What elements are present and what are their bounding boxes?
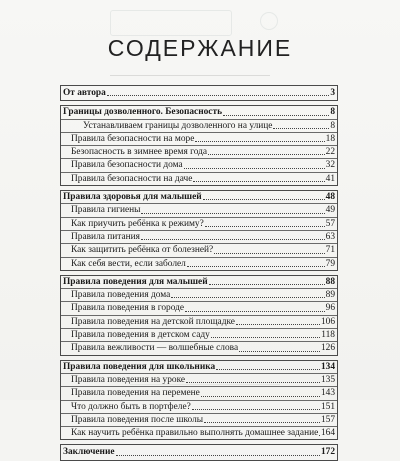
dot-leader <box>141 229 325 240</box>
dot-leader <box>116 445 320 456</box>
page-number: 8 <box>330 107 335 118</box>
page-number: 172 <box>320 447 335 458</box>
page-number: 135 <box>320 374 335 385</box>
toc-entry <box>61 119 337 132</box>
entry-title: Как защитить ребёнка от болезней? <box>71 245 214 256</box>
toc-entry <box>61 328 337 341</box>
section-title: Границы дозволенного. Безопасность <box>63 107 223 118</box>
page-number: 89 <box>325 290 335 301</box>
toc-entry <box>61 288 337 301</box>
section-title: Правила поведения для малышей <box>63 276 208 287</box>
dot-leader <box>273 118 329 129</box>
dot-leader <box>223 105 329 116</box>
entry-title: Правила поведения на перемене <box>71 388 200 399</box>
toc-entry <box>61 373 337 386</box>
dot-leader <box>236 314 320 325</box>
page-number: 96 <box>325 303 335 314</box>
toc-entry <box>61 315 337 328</box>
page-number: 8 <box>330 120 335 131</box>
page-number: 22 <box>325 147 335 158</box>
page-number: 63 <box>325 231 335 242</box>
toc-entry <box>61 145 337 158</box>
dot-leader <box>186 372 320 383</box>
entry-title: Правила поведения на детской площадке <box>71 316 235 327</box>
entry-title: Устанавливаем границы дозволенного на улице <box>83 120 273 131</box>
toc-section <box>60 360 338 441</box>
entry-title: Правила безопасности на море <box>71 133 195 144</box>
dot-leader <box>319 425 320 436</box>
toc-entry <box>61 413 337 426</box>
page-number: 88 <box>325 276 335 287</box>
toc-entry <box>61 230 337 243</box>
section-title: От автора <box>63 88 106 98</box>
dot-leader <box>141 203 324 214</box>
bleed-through-line <box>110 75 270 76</box>
dot-leader <box>187 256 325 267</box>
entry-title: Правила питания <box>71 231 140 242</box>
page-number: 164 <box>320 428 335 439</box>
dot-leader <box>204 412 320 423</box>
page-number: 57 <box>325 218 335 229</box>
dot-leader <box>195 131 324 142</box>
toc-entry <box>61 203 337 216</box>
toc-entry <box>61 341 337 354</box>
dot-leader <box>107 85 329 96</box>
page-number: 3 <box>330 88 335 98</box>
page-number: 71 <box>325 245 335 256</box>
entry-title: Правила вежливости — волшебные слова <box>71 343 239 354</box>
page-number: 18 <box>325 133 335 144</box>
entry-title: Безопасность в зимнее время года <box>71 147 208 158</box>
toc-entry <box>61 158 337 171</box>
section-title: Правила поведения для школьника <box>63 361 216 372</box>
section-title: Заключение <box>63 447 115 458</box>
dot-leader <box>184 158 325 169</box>
entry-title: Правила гигиены <box>71 205 141 216</box>
toc-entry <box>61 386 337 399</box>
dot-leader <box>201 386 320 397</box>
toc-section-heading <box>61 361 337 373</box>
dot-leader <box>193 171 324 182</box>
entry-title: Как приучить ребёнка к режиму? <box>71 218 204 229</box>
bleed-through-banner <box>110 10 232 36</box>
entry-title: Правила поведения дома <box>71 290 171 301</box>
dot-leader <box>209 274 325 285</box>
section-title: Правила здоровья для малышей <box>63 192 202 203</box>
toc-section <box>60 85 338 101</box>
page-number: 41 <box>325 173 335 184</box>
page-number: 48 <box>325 192 335 203</box>
entry-title: Что должно быть в портфеле? <box>71 401 191 412</box>
toc-entry <box>61 257 337 270</box>
dot-leader <box>216 359 320 370</box>
dot-leader <box>185 301 325 312</box>
page-number: 79 <box>325 258 335 269</box>
toc-section-heading <box>61 106 337 118</box>
table-of-contents <box>60 85 338 461</box>
toc-section-heading <box>61 87 337 99</box>
entry-title: Как научить ребёнка правильно выполнять домашнее задание <box>71 428 319 439</box>
page-number: 118 <box>321 330 335 341</box>
dot-leader <box>239 341 320 352</box>
page-number: 157 <box>320 414 335 425</box>
entry-title: Правила поведения в городе <box>71 303 185 314</box>
entry-title: Правила поведения на уроке <box>71 374 186 385</box>
toc-entry <box>61 301 337 314</box>
dot-leader <box>203 189 325 200</box>
page-number: 134 <box>320 361 335 372</box>
toc-section-heading <box>61 276 337 288</box>
page-number: 32 <box>325 160 335 171</box>
page-title: СОДЕРЖАНИЕ <box>107 35 293 61</box>
toc-section-heading <box>61 446 337 458</box>
toc-entry <box>61 400 337 413</box>
dot-leader <box>211 327 320 338</box>
dot-leader <box>192 399 320 410</box>
page-number: 151 <box>320 401 335 412</box>
toc-entry <box>61 132 337 145</box>
toc-section <box>60 275 338 356</box>
entry-title: Правила безопасности на даче <box>71 173 193 184</box>
page-number: 143 <box>320 388 335 399</box>
toc-entry <box>61 217 337 230</box>
page-number: 49 <box>325 205 335 216</box>
toc-section <box>60 444 338 460</box>
toc-section-heading <box>61 191 337 203</box>
toc-section <box>60 105 338 186</box>
toc-section <box>60 190 338 271</box>
page-number: 106 <box>320 316 335 327</box>
dot-leader <box>214 243 324 254</box>
toc-entry <box>61 243 337 256</box>
toc-entry <box>61 172 337 185</box>
entry-title: Правила поведения в детском саду <box>71 330 210 341</box>
entry-title: Правила поведения после школы <box>71 414 204 425</box>
entry-title: Правила безопасности дома <box>71 160 183 171</box>
bleed-through-circle <box>260 12 278 30</box>
dot-leader <box>208 144 325 155</box>
dot-leader <box>171 287 324 298</box>
dot-leader <box>205 216 325 227</box>
page-number: 126 <box>320 343 335 354</box>
toc-entry <box>61 426 337 439</box>
entry-title: Как себя вести, если заболел <box>71 258 186 269</box>
